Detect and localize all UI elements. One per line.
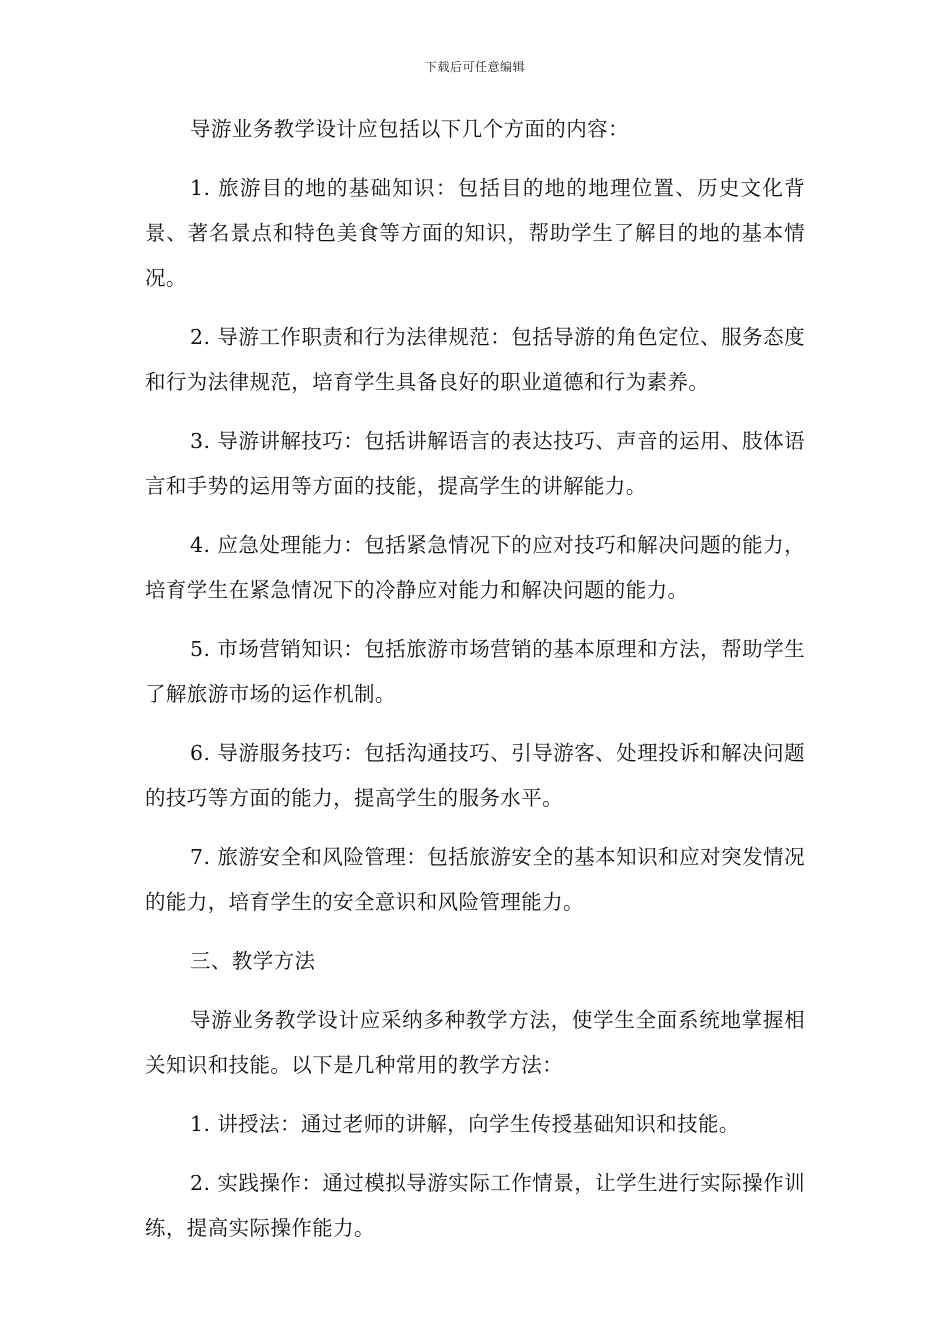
list-item-commentary-skills: 3. 导游讲解技巧：包括讲解语言的表达技巧、声音的运用、肢体语言和手势的运用等方面的技能，提高学生的讲解能力。	[145, 429, 805, 498]
section-heading-teaching-methods: 三、教学方法	[190, 949, 316, 973]
list-item-marketing-knowledge: 5. 市场营销知识：包括旅游市场营销的基本原理和方法，帮助学生了解旅游市场的运作机制。	[145, 637, 805, 706]
method-item-lecture: 1. 讲授法：通过老师的讲解，向学生传授基础知识和技能。	[190, 1112, 740, 1136]
list-item-service-skills: 6. 导游服务技巧：包括沟通技巧、引导游客、处理投诉和解决问题的技巧等方面的能力，提高学生的服务水平。	[145, 741, 805, 810]
methods-intro-paragraph: 导游业务教学设计应采纳多种教学方法，使学生全面系统地掌握相关知识和技能。以下是几种常用的教学方法：	[145, 1008, 805, 1077]
method-item-practice: 2. 实践操作：通过模拟导游实际工作情景，让学生进行实际操作训练，提高实际操作能力。	[145, 1171, 805, 1240]
list-item-emergency-handling: 4. 应急处理能力：包括紧急情况下的应对技巧和解决问题的能力，培育学生在紧急情况下的冷静应对能力和解决问题的能力。	[145, 533, 805, 602]
document-body	[145, 107, 805, 1265]
list-item-duties-and-norms: 2. 导游工作职责和行为法律规范：包括导游的角色定位、服务态度和行为法律规范，培育学生具备良好的职业道德和行为素养。	[145, 325, 805, 394]
list-item-safety-risk-management: 7. 旅游安全和风险管理：包括旅游安全的基本知识和应对突发情况的能力，培育学生的安全意识和风险管理能力。	[145, 845, 805, 914]
list-item-destination-knowledge: 1. 旅游目的地的基础知识：包括目的地的地理位置、历史文化背景、著名景点和特色美食等方面的知识，帮助学生了解目的地的基本情况。	[145, 176, 805, 290]
page-header-note: 下载后可任意编辑	[424, 60, 525, 74]
intro-paragraph: 导游业务教学设计应包括以下几个方面的内容：	[190, 117, 629, 141]
